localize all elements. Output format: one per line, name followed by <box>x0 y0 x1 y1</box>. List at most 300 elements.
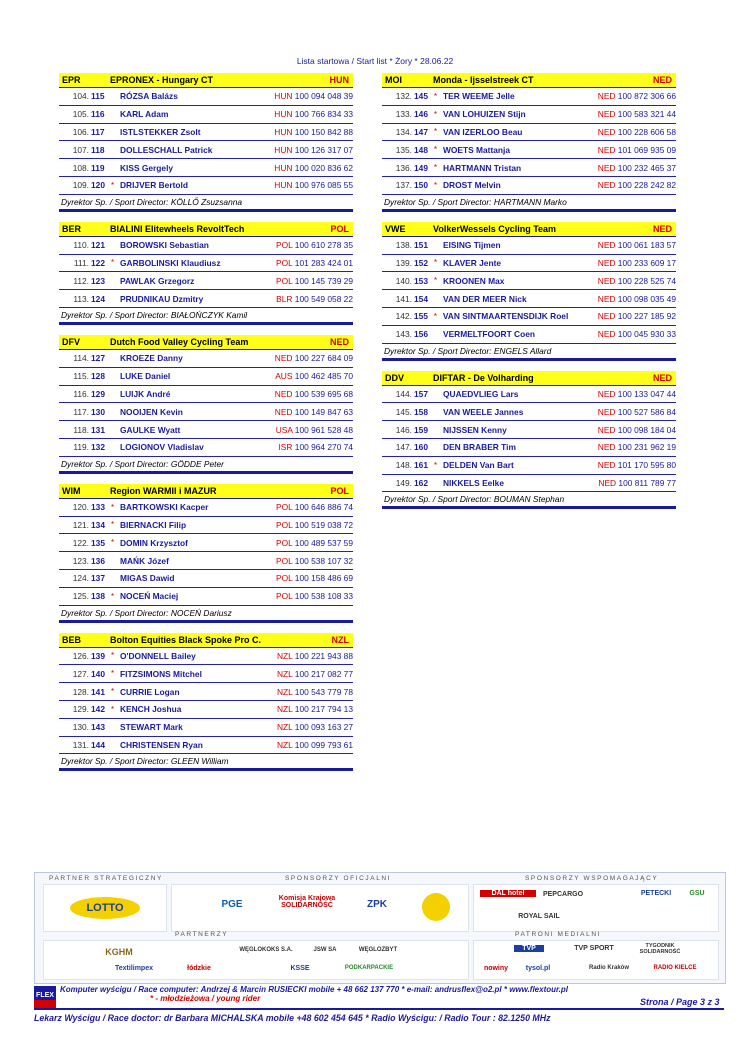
rider-uci <box>245 651 353 661</box>
rider-uci <box>568 311 676 321</box>
rider-uci-id: 100 227 684 09 <box>294 353 353 364</box>
rider-name: PAWLAK Grzegorz <box>120 275 195 286</box>
rider-uci-id: 100 098 035 49 <box>617 293 676 304</box>
rider-uci-id: 100 133 047 44 <box>617 388 676 399</box>
rider-row <box>59 421 353 439</box>
rider-bib: 147 <box>414 126 428 137</box>
rider-order: 145. <box>395 406 412 417</box>
rider-order: 139. <box>395 257 412 268</box>
rider-order: 111. <box>73 257 89 268</box>
team-name: BIALINI Elitewheels RevoltTech <box>110 223 245 234</box>
rider-order: 123. <box>72 555 89 566</box>
rider-nationality: NED <box>597 275 616 286</box>
rider-order: 118. <box>73 424 89 435</box>
rider-uci-id: 100 811 789 77 <box>618 477 676 488</box>
rider-name: GARBOLINSKI Klaudiusz <box>120 257 221 268</box>
pge-logo: PGE <box>221 899 243 910</box>
rider-nationality: HUN <box>274 91 293 102</box>
rider-bib: 145 <box>414 91 428 102</box>
rider-row <box>59 552 353 570</box>
rider-row <box>382 326 676 344</box>
podkarpackie-logo: PODKARPACKIE <box>344 965 394 971</box>
rider-name: BOROWSKI Sebastian <box>120 240 209 251</box>
rider-order: 131. <box>72 739 89 750</box>
rider-row <box>382 457 676 475</box>
radio-krakow-logo: Radio Kraków <box>588 965 629 971</box>
rider-order: 149. <box>395 477 412 488</box>
rider-order: 133. <box>395 109 412 120</box>
rider-order: 130. <box>72 722 89 733</box>
team-block <box>59 222 353 323</box>
rider-order: 135. <box>395 144 412 155</box>
rider-order: 138. <box>395 240 412 251</box>
rider-uci-id: 100 976 085 55 <box>294 180 353 191</box>
rider-bib: 148 <box>414 144 428 155</box>
rider-order: 148. <box>395 460 412 471</box>
rider-uci <box>245 722 353 732</box>
rider-uci <box>568 460 676 470</box>
rider-nationality: POL <box>276 257 293 268</box>
rider-order: 112. <box>73 275 89 286</box>
rider-nationality: POL <box>276 591 293 602</box>
rider-row <box>59 517 353 535</box>
rider-uci <box>568 240 676 250</box>
rider-uci-id: 100 227 185 92 <box>617 311 676 322</box>
team-block <box>382 222 676 359</box>
weglokoks-logo: WĘGLOKOKS S.A. <box>239 947 293 953</box>
sport-director: Dyrektor Sp. / Sport Director: HARTMANN Marko <box>382 195 676 210</box>
sport-director: Dyrektor Sp. / Sport Director: BOUMAN Stephan <box>382 492 676 507</box>
rider-uci <box>245 442 353 452</box>
rider-row <box>59 290 353 308</box>
young-rider-star: * <box>111 687 115 697</box>
team-header <box>59 633 353 648</box>
team-header <box>59 484 353 499</box>
rider-uci <box>245 240 353 250</box>
rider-order: 114. <box>73 353 89 364</box>
weglozbyt-logo: WĘGLOZBYT <box>358 947 398 953</box>
rider-order: 107. <box>72 144 89 155</box>
team-nationality: NED <box>329 336 349 347</box>
rider-order: 104. <box>72 91 89 102</box>
rider-order: 140. <box>395 275 412 286</box>
rider-nationality: POL <box>276 275 293 286</box>
team-code: WIM <box>62 485 81 496</box>
rider-name: NOOIJEN Kevin <box>120 406 183 417</box>
race-computer-text: Komputer wyścigu / Race computer: Andrzej & Marcin RUSIECKI mobile + 48 662 137 770 * e-mail: andrusflex@o2.pl * www.flextour.pl <box>60 985 569 994</box>
young-rider-star: * <box>111 669 115 679</box>
rider-bib: 150 <box>414 180 428 191</box>
rider-uci <box>245 109 353 119</box>
rider-nationality: NED <box>597 126 616 137</box>
rider-uci <box>245 353 353 363</box>
rider-nationality: NED <box>274 353 293 364</box>
rider-nationality: NZL <box>276 686 293 697</box>
label-official: SPONSORZY OFICJALNI <box>285 875 392 882</box>
rider-uci <box>245 389 353 399</box>
rider-uci-id: 100 543 779 78 <box>294 686 353 697</box>
partners-box <box>43 940 469 980</box>
rider-uci-id: 100 228 525 74 <box>617 275 676 286</box>
team-header <box>59 222 353 237</box>
rider-nationality: NZL <box>276 668 293 679</box>
rider-uci <box>245 276 353 286</box>
rider-bib: 156 <box>414 329 428 340</box>
support-box <box>473 884 719 932</box>
rider-row <box>59 255 353 273</box>
rider-row <box>382 124 676 142</box>
rider-nationality: NED <box>597 442 616 453</box>
rider-uci-id: 101 283 424 01 <box>294 257 353 268</box>
rider-name: DOMIN Krzysztof <box>120 537 188 548</box>
young-rider-star: * <box>434 258 438 268</box>
rider-name: KROONEN Max <box>443 275 505 286</box>
team-name: Dutch Food Valley Cycling Team <box>110 336 249 347</box>
team-code: MOI <box>385 75 402 85</box>
rider-row <box>59 159 353 177</box>
rider-row <box>59 124 353 142</box>
rider-row <box>59 403 353 421</box>
rider-row <box>382 403 676 421</box>
rider-bib: 130 <box>91 406 105 417</box>
svg-text:FLEX: FLEX <box>36 992 54 999</box>
team-header <box>382 371 676 386</box>
rider-order: 122. <box>72 537 89 548</box>
rider-uci-id: 100 094 048 39 <box>294 91 353 102</box>
young-rider-star: * <box>111 180 115 190</box>
rider-row <box>59 648 353 666</box>
rider-uci-id: 100 961 528 48 <box>294 424 353 435</box>
rider-name: LUIJK André <box>120 388 171 399</box>
rider-name: KLAVER Jente <box>443 257 502 268</box>
rider-row <box>59 350 353 368</box>
rider-nationality: NED <box>597 91 616 102</box>
rider-uci <box>245 371 353 381</box>
rider-uci <box>245 91 353 101</box>
rider-uci <box>245 180 353 190</box>
rider-uci-id: 100 158 486 69 <box>294 573 353 584</box>
young-rider-star: * <box>434 127 438 137</box>
rider-row <box>59 683 353 701</box>
rider-uci <box>245 740 353 750</box>
rider-uci-id: 100 583 321 44 <box>617 109 676 120</box>
team-nationality: NED <box>652 223 672 234</box>
team-nationality: NZL <box>331 634 349 645</box>
rider-nationality: NED <box>597 311 616 322</box>
rider-uci <box>245 591 353 601</box>
rider-order: 144. <box>395 388 412 399</box>
young-rider-star: * <box>434 460 438 470</box>
rider-uci-id: 100 228 606 58 <box>617 126 676 137</box>
team-block <box>59 484 353 621</box>
team-code: EPR <box>62 75 81 85</box>
rider-bib: 118 <box>91 144 105 155</box>
rider-nationality: NED <box>597 240 616 251</box>
rider-name: VAN WEELE Jannes <box>443 406 524 417</box>
rider-row <box>382 439 676 457</box>
rider-row <box>382 177 676 195</box>
rider-bib: 138 <box>91 591 105 602</box>
tvp-logo: TVP <box>514 945 544 952</box>
rider-row <box>59 719 353 737</box>
rider-uci <box>245 520 353 530</box>
team-name: Monda - Ijsselstreek CT <box>433 75 534 85</box>
team-header <box>382 222 676 237</box>
rider-uci-id: 100 872 306 66 <box>617 91 676 102</box>
rider-name: STEWART Mark <box>120 722 183 733</box>
team-name: DIFTAR - De Volharding <box>433 372 534 383</box>
rider-bib: 159 <box>414 424 428 435</box>
rider-name: CHRISTENSEN Ryan <box>120 739 203 750</box>
rider-name: HARTMANN Tristan <box>443 162 522 173</box>
sport-director: Dyrektor Sp. / Sport Director: KÖLLŐ Zsuzsanna <box>59 195 353 210</box>
rider-order: 147. <box>395 442 412 453</box>
rider-order: 132. <box>395 91 412 102</box>
young-rider-star: * <box>111 538 115 548</box>
rider-uci <box>568 258 676 268</box>
rider-order: 110. <box>73 240 89 251</box>
team-code: BER <box>62 223 82 234</box>
label-partners: PARTNERZY <box>175 931 229 938</box>
rider-bib: 140 <box>91 668 105 679</box>
young-rider-star: * <box>111 591 115 601</box>
rider-bib: 122 <box>91 257 105 268</box>
rider-uci-id: 100 217 082 77 <box>294 668 353 679</box>
rider-uci-id: 100 221 943 88 <box>294 650 353 661</box>
rider-name: BIERNACKI Filip <box>120 519 187 530</box>
official-box <box>171 884 469 932</box>
rider-name: MAŃK Józef <box>120 555 169 566</box>
rider-nationality: NED <box>597 329 616 340</box>
rider-order: 137. <box>395 180 412 191</box>
radio-kielce-logo: RADIO KIELCE <box>653 965 697 971</box>
lodzkie-logo: łódzkie <box>187 965 211 972</box>
team-name: Bolton Equities Black Spoke Pro C. <box>110 634 262 645</box>
young-rider-star: * <box>434 145 438 155</box>
sport-director: Dyrektor Sp. / Sport Director: ENGELS Allard <box>382 344 676 359</box>
race-doctor-line: Lekarz Wyścigu / Race doctor: dr Barbara MICHALSKA mobile +48 602 454 645 * Radio Wyścigu: / Radio Tour : 82.1250 MHz <box>34 1013 551 1023</box>
rider-name: KARL Adam <box>120 109 169 120</box>
flex-logo <box>34 986 56 1008</box>
young-rider-star: * <box>434 91 438 101</box>
rider-nationality: NED <box>597 257 616 268</box>
rider-uci-id: 100 150 842 88 <box>294 126 353 137</box>
rider-bib: 128 <box>91 371 105 382</box>
team-block <box>59 73 353 210</box>
rider-order: 120. <box>72 502 89 513</box>
young-rider-note: * - młodzieżowa / young rider <box>150 994 261 1003</box>
label-support: SPONSORZY WSPOMAGAJĄCY <box>525 875 659 882</box>
rider-bib: 143 <box>91 722 105 733</box>
sport-director: Dyrektor Sp. / Sport Director: GÖDDE Peter <box>59 457 353 472</box>
rider-order: 134. <box>395 126 412 137</box>
rider-order: 128. <box>72 686 89 697</box>
team-code: VWE <box>385 223 406 234</box>
rider-bib: 144 <box>91 739 105 750</box>
rider-uci <box>568 91 676 101</box>
rider-name: DRIJVER Bertold <box>120 180 188 191</box>
tygodnik-logo: TYGODNIK SOLIDARNOŚĆ <box>639 943 681 955</box>
team-code: BEB <box>62 634 82 645</box>
rider-uci <box>568 294 676 304</box>
rider-name: RÓZSA Balázs <box>120 91 178 102</box>
rider-name: LOGIONOV Vladislav <box>120 442 204 453</box>
rider-row <box>59 368 353 386</box>
rider-row <box>382 106 676 124</box>
rider-bib: 135 <box>91 537 105 548</box>
rider-bib: 153 <box>414 275 428 286</box>
rider-order: 126. <box>72 650 89 661</box>
team-name: VolkerWessels Cycling Team <box>433 223 557 234</box>
rider-uci-id: 100 766 834 33 <box>294 109 353 120</box>
rider-row <box>59 701 353 719</box>
rider-bib: 121 <box>91 240 105 251</box>
rider-nationality: NED <box>597 109 616 120</box>
rider-row <box>59 237 353 255</box>
rider-bib: 115 <box>91 91 105 102</box>
rider-row <box>59 665 353 683</box>
rider-bib: 134 <box>91 519 105 530</box>
race-computer-line <box>60 985 720 1003</box>
rider-uci <box>245 538 353 548</box>
rider-name: EISING Tijmen <box>443 240 501 251</box>
rider-uci <box>568 329 676 339</box>
solidarnosc-logo: Komisja Krajowa SOLIDARNOŚĆ <box>278 895 336 909</box>
rider-bib: 120 <box>91 180 105 191</box>
rider-name: KROEZE Danny <box>120 353 183 364</box>
page-title: Lista startowa / Start list * Żory * 28.06.22 <box>296 56 454 66</box>
orlen-logo <box>422 893 450 921</box>
young-rider-star: * <box>111 258 115 268</box>
rider-nationality: POL <box>276 537 293 548</box>
gsu-logo: GSU <box>689 890 705 897</box>
rider-nationality: POL <box>276 555 293 566</box>
rider-bib: 154 <box>414 293 428 304</box>
nowiny-logo: nowiny <box>483 965 509 972</box>
page-number: Strona / Page 3 z 3 <box>640 997 720 1007</box>
rider-uci <box>568 276 676 286</box>
rider-uci <box>245 407 353 417</box>
rider-uci <box>245 163 353 173</box>
rider-order: 129. <box>72 704 89 715</box>
rider-uci-id: 100 149 847 63 <box>294 406 353 417</box>
team-code: DFV <box>62 336 80 347</box>
rider-uci <box>568 389 676 399</box>
rider-order: 109. <box>72 180 89 191</box>
rider-uci <box>245 556 353 566</box>
team-nationality: POL <box>330 223 349 234</box>
rider-order: 127. <box>72 668 89 679</box>
rider-uci <box>568 442 676 452</box>
rider-name: BARTKOWSKI Kacper <box>120 502 209 513</box>
rider-order: 115. <box>73 371 89 382</box>
zpk-logo: ZPK <box>367 899 387 910</box>
rider-uci <box>245 573 353 583</box>
rider-bib: 152 <box>414 257 428 268</box>
rider-bib: 157 <box>414 388 428 399</box>
rider-uci <box>568 407 676 417</box>
rider-nationality: POL <box>276 573 293 584</box>
rider-nationality: NZL <box>276 704 293 715</box>
rider-name: LUKE Daniel <box>120 371 171 382</box>
rider-uci <box>245 294 353 304</box>
tvp-sport-logo: TVP SPORT <box>574 945 614 952</box>
young-rider-star: * <box>111 502 115 512</box>
rider-uci-id: 100 539 695 68 <box>294 388 353 399</box>
rider-order: 113. <box>73 293 89 304</box>
rider-name: NIJSSEN Kenny <box>443 424 507 435</box>
rider-row <box>59 737 353 755</box>
rider-uci <box>245 502 353 512</box>
rider-name: ISTLSTEKKER Zsolt <box>120 126 201 137</box>
rider-uci <box>245 145 353 155</box>
rider-uci-id: 100 646 886 74 <box>294 502 353 513</box>
rider-nationality: NED <box>597 293 616 304</box>
rider-uci-id: 100 217 794 13 <box>294 704 353 715</box>
rider-name: O'DONNELL Bailey <box>120 650 196 661</box>
rider-nationality: HUN <box>274 126 293 137</box>
sport-director: Dyrektor Sp. / Sport Director: GLEEN William <box>59 754 353 769</box>
rider-order: 125. <box>72 591 89 602</box>
rider-name: VAN LOHUIZEN Stijn <box>443 109 526 120</box>
rider-name: WOETS Mattanja <box>443 144 511 155</box>
team-name: EPRONEX - Hungary CT <box>110 75 214 85</box>
footer-divider <box>34 1008 724 1010</box>
rider-name: DROST Melvin <box>443 180 501 191</box>
rider-uci-id: 100 061 183 57 <box>617 240 676 251</box>
rider-name: VAN SINTMAARTENSDIJK Roel <box>442 311 569 322</box>
rider-name: DOLLESCHALL Patrick <box>120 144 213 155</box>
dal-hotel-logo: DAL hotel <box>480 890 536 897</box>
rider-nationality: NED <box>597 180 616 191</box>
royal-sail-logo: ROYAL SAIL <box>518 913 560 920</box>
team-header <box>59 335 353 350</box>
rider-uci-id: 100 233 609 17 <box>617 257 676 268</box>
strategic-box <box>43 884 167 932</box>
rider-nationality: HUN <box>274 109 293 120</box>
young-rider-star: * <box>434 276 438 286</box>
rider-bib: 146 <box>414 109 428 120</box>
rider-bib: 162 <box>414 477 428 488</box>
ksse-logo: KSSE <box>290 965 310 972</box>
rider-row <box>382 308 676 326</box>
rider-row <box>59 386 353 404</box>
rider-order: 142. <box>395 311 412 322</box>
rider-name: VAN IZERLOO Beau <box>443 126 523 137</box>
young-rider-star: * <box>434 109 438 119</box>
rider-row <box>382 141 676 159</box>
rider-uci <box>568 180 676 190</box>
rider-bib: 161 <box>414 460 428 471</box>
rider-bib: 160 <box>414 442 428 453</box>
team-block <box>59 633 353 770</box>
rider-bib: 137 <box>91 573 105 584</box>
rider-row <box>382 88 676 106</box>
rider-name: FITZSIMONS Mitchel <box>120 668 202 679</box>
young-rider-star: * <box>434 180 438 190</box>
rider-uci-id: 100 610 278 35 <box>294 240 353 251</box>
rider-row <box>382 290 676 308</box>
rider-name: NOCEŃ Maciej <box>120 591 179 602</box>
rider-name: CURRIE Logan <box>120 686 180 697</box>
lotto-logo: LOTTO <box>70 897 140 919</box>
rider-row <box>59 141 353 159</box>
rider-nationality: NED <box>597 424 616 435</box>
rider-order: 119. <box>73 442 89 453</box>
rider-uci-id: 100 527 586 84 <box>617 406 676 417</box>
tysol-logo: tysol.pl <box>525 965 551 972</box>
rider-uci <box>568 145 676 155</box>
